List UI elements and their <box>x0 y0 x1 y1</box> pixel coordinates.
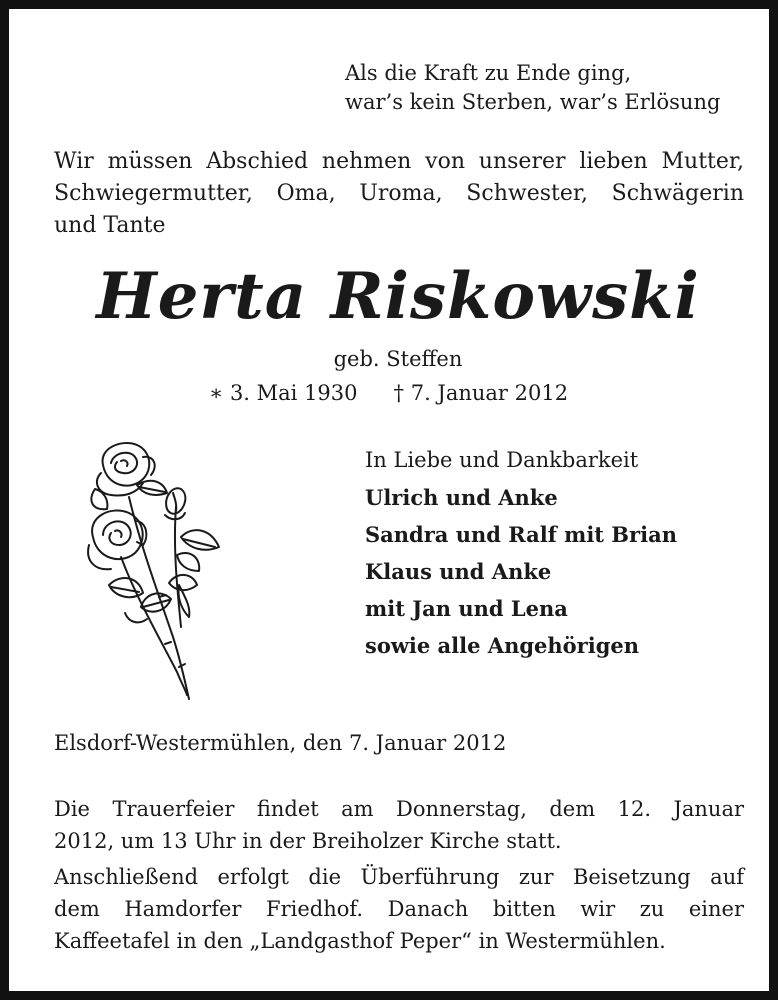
motto-quote <box>345 59 720 117</box>
maiden-name: geb. Steffen <box>333 347 463 371</box>
death-date: † 7. Januar 2012 <box>393 381 569 405</box>
mourner-name: Ulrich und Anke <box>365 485 558 510</box>
birth-date: ∗ 3. Mai 1930 <box>209 381 358 405</box>
place-date: Elsdorf-Westermühlen, den 7. Januar 2012 <box>54 731 507 755</box>
intro-text <box>54 146 744 242</box>
motto-line-2: war’s kein Sterben, war’s Erlösung <box>345 90 721 114</box>
funeral-info <box>54 793 744 857</box>
mourners-lead: In Liebe und Dankbarkeit <box>365 448 639 472</box>
motto-line-1: Als die Kraft zu Ende ging, <box>345 61 632 85</box>
intro-line-3: und Tante <box>54 213 166 238</box>
deceased-name: Herta Riskowski <box>96 259 700 334</box>
funeral-line-1: Die Trauerfeier findet am Donnerstag, dem 12. Januar <box>54 797 744 821</box>
mourner-name: mit Jan und Lena <box>365 596 568 621</box>
mourner-name: Klaus und Anke <box>365 559 552 584</box>
funeral-line-2: 2012, um 13 Uhr in der Breiholzer Kirche statt. <box>54 829 562 853</box>
life-dates <box>209 381 604 405</box>
intro-line-1: Wir müssen Abschied nehmen von unserer lieben Mutter, <box>54 149 744 174</box>
intro-line-2: Schwiegermutter, Oma, Uroma, Schwester, Schwägerin <box>54 181 744 206</box>
burial-line-2: dem Hamdorfer Friedhof. Danach bitten wir zu einer <box>54 897 744 921</box>
burial-info <box>54 861 744 957</box>
mourners-list <box>365 443 677 664</box>
mourner-name: Sandra und Ralf mit Brian <box>365 522 677 547</box>
rose-icon <box>81 437 226 702</box>
mourner-name: sowie alle Angehörigen <box>365 633 640 658</box>
burial-line-3: Kaffeetafel in den „Landgasthof Peper“ in Westermühlen. <box>54 929 666 953</box>
burial-line-1: Anschließend erfolgt die Überführung zur Beisetzung auf <box>54 865 744 889</box>
